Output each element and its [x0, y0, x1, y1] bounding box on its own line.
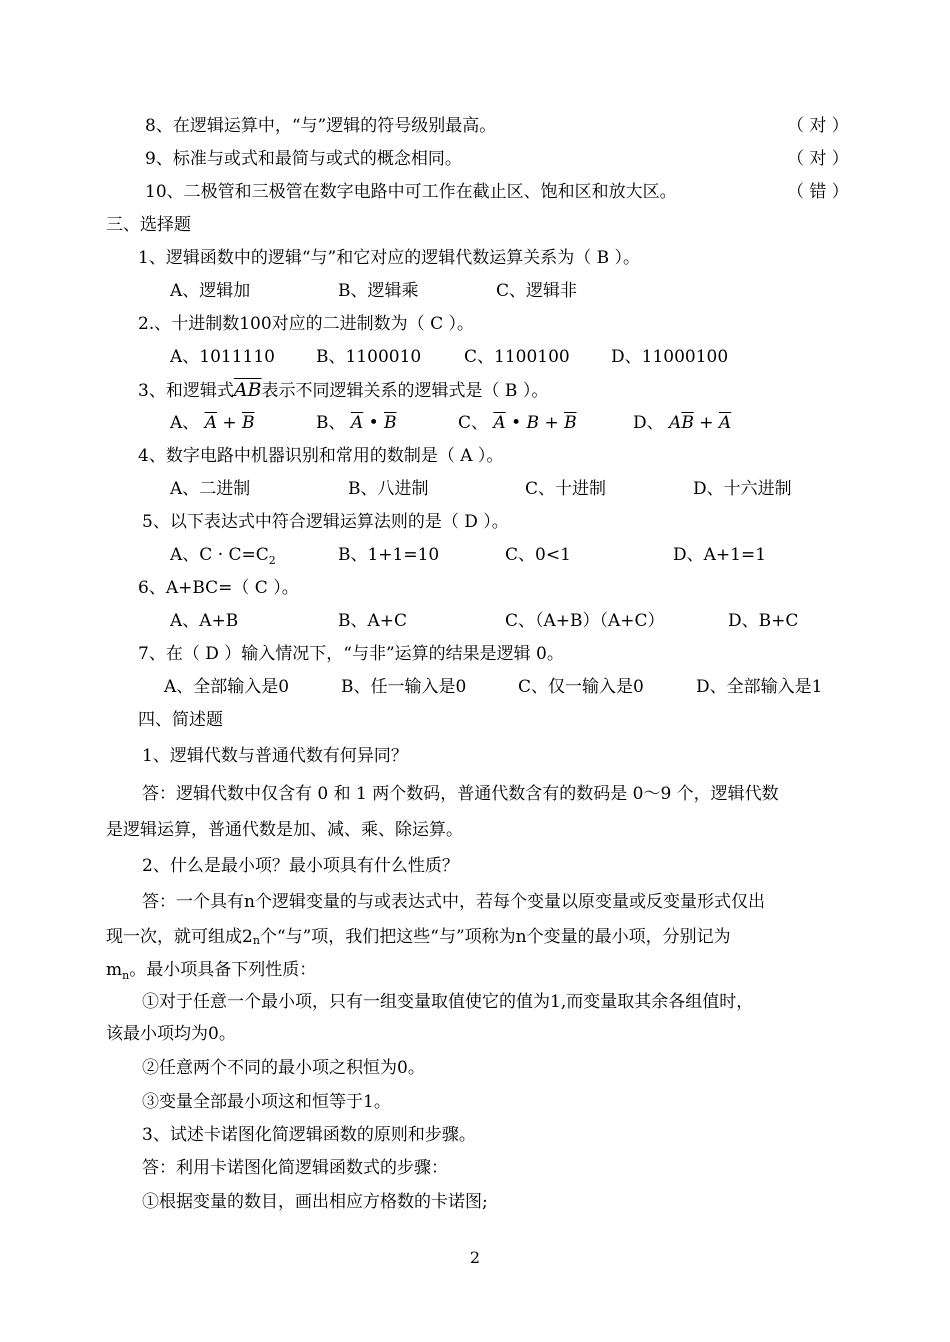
q3-option-c	[458, 413, 577, 433]
q1-option-a: A、逻辑加	[170, 281, 251, 301]
short-answer-1-line-2: 是逻辑运算，普通代数是加、减、乘、除运算。	[106, 820, 463, 840]
section-heading-short-answer: 四、简述题	[138, 710, 223, 730]
q5-option-b: B、1+1=10	[338, 545, 440, 565]
q5-option-d: D、A+1=1	[673, 545, 767, 565]
q3-prefix: 3、和逻辑式	[138, 381, 234, 401]
q3-c-var-a: $\overline{A}$	[493, 413, 506, 433]
page-number: 2	[469, 1248, 481, 1267]
tf-item-10: 10、二极管和三极管在数字电路中可工作在截止区、饱和区和放大区。	[145, 182, 677, 202]
q2-option-a: A、1011110	[170, 347, 275, 367]
q3-a-var-a: $\overline{A}$	[204, 413, 217, 433]
q7-option-d: D、全部输入是1	[696, 677, 823, 697]
tf-answer-8: （ 对 ）	[787, 116, 849, 136]
q5-option-a-text: A、C · C=C	[170, 545, 269, 565]
short-answer-3-line-1: 答：利用卡诺图化简逻辑函数式的步骤：	[142, 1158, 448, 1178]
q1-option-b: B、逻辑乘	[338, 281, 419, 301]
short-answer-2-line-2	[106, 927, 731, 951]
question-2: 2.、十进制数100对应的二进制数为（ C ）。	[138, 314, 474, 334]
question-7: 7、在（ D ）输入情况下，“与非”运算的结果是逻辑 0。	[138, 644, 564, 664]
q7-option-c: C、仅一输入是0	[518, 677, 644, 697]
q3-c-dot: •	[511, 413, 522, 433]
q6-option-b: B、A+C	[338, 611, 408, 631]
q3-option-a	[170, 413, 255, 433]
q2-option-d: D、11000100	[611, 347, 729, 367]
q3-option-b	[316, 413, 397, 433]
tf-answer-9: （ 对 ）	[787, 149, 849, 169]
q3-a-plus: +	[222, 413, 237, 433]
short-answer-2-line-1: 答：一个具有n个逻辑变量的与或表达式中，若每个变量以原变量或反变量形式仅出	[142, 892, 765, 912]
q6-option-c: C、（A+B）（A+C）	[505, 611, 665, 631]
q3-c-var-b-bar: $\overline{B}$	[564, 413, 577, 433]
section-heading-choice: 三、选择题	[106, 215, 191, 235]
s2-line3-sub: n	[122, 969, 130, 982]
q4-option-c: C、十进制	[525, 479, 607, 499]
q5-option-a	[170, 545, 276, 571]
q1-option-c: C、逻辑非	[496, 281, 578, 301]
short-answer-3-line-2: ①根据变量的数目，画出相应方格数的卡诺图;	[142, 1192, 488, 1212]
s2-line2-n: n	[252, 934, 260, 947]
tf-answer-10: （ 错 ）	[787, 182, 849, 202]
q3-d-plus: +	[699, 413, 714, 433]
q3-d-var-a-bar: $\overline{A}$	[718, 413, 732, 433]
q3-c-plus: +	[544, 413, 559, 433]
q4-option-a: A、二进制	[170, 479, 251, 499]
s2-line3-m: m	[106, 960, 123, 980]
question-3	[138, 380, 548, 401]
question-1: 1、逻辑函数中的逻辑“与”和它对应的逻辑代数运算关系为（ B ）。	[138, 248, 640, 268]
property-2: ②任意两个不同的最小项之积恒为0。	[142, 1058, 425, 1078]
property-1-line-1: ①对于任意一个最小项，只有一组变量取值使它的值为1,而变量取其余各组值时，	[142, 992, 754, 1012]
q3-option-b-label: B、	[316, 413, 346, 433]
property-1-line-2: 该最小项均为0。	[106, 1024, 236, 1044]
property-3: ③变量全部最小项这和恒等于1。	[142, 1092, 391, 1112]
q3-b-var-b: $\overline{B}$	[384, 413, 397, 433]
short-question-2: 2、什么是最小项？最小项具有什么性质？	[142, 856, 459, 876]
q3-c-var-b: B	[526, 413, 540, 433]
q3-suffix: 表示不同逻辑关系的逻辑式是（ B ）。	[261, 381, 549, 401]
short-answer-1-line-1: 答：逻辑代数中仅含有 0 和 1 两个数码，普通代数含有的数码是 0～9 个，逻辑代数	[142, 784, 779, 804]
tf-item-8: 8、在逻辑运算中，“与”逻辑的符号级别最高。	[145, 116, 497, 136]
q3-option-a-label: A、	[170, 413, 200, 433]
q7-option-b: B、任一输入是0	[341, 677, 467, 697]
q6-option-a: A、A+B	[170, 611, 239, 631]
s2-line2-post: 个“与”项，我们把这些“与”项称为n个变量的最小项，分别记为	[259, 927, 731, 947]
q5-option-c: C、0<1	[505, 545, 571, 565]
q3-expression: $\overline{AB}$	[233, 379, 262, 401]
short-answer-2-line-3	[106, 960, 316, 986]
question-6: 6、A+BC=（ C ）。	[138, 578, 299, 598]
short-question-3: 3、试述卡诺图化简逻辑函数的原则和步骤。	[142, 1125, 476, 1145]
q6-option-d: D、B+C	[728, 611, 799, 631]
q3-option-c-label: C、	[458, 413, 489, 433]
short-question-1: 1、逻辑代数与普通代数有何异同？	[142, 746, 408, 766]
q5-option-a-subscript: 2	[268, 554, 276, 567]
s2-line2-pre: 现一次，就可组成2	[106, 927, 253, 947]
q3-option-d-label: D、	[633, 413, 664, 433]
s2-line3-post: 。最小项具备下列性质：	[129, 960, 317, 980]
q2-option-b: B、1100010	[316, 347, 422, 367]
q3-b-var-a: $\overline{A}$	[350, 413, 364, 433]
q3-d-var-b-bar: $\overline{B}$	[681, 413, 694, 433]
question-4: 4、数字电路中机器识别和常用的数制是（ A ）。	[138, 446, 504, 466]
q4-option-d: D、十六进制	[693, 479, 792, 499]
q3-option-d	[633, 413, 731, 433]
q4-option-b: B、八进制	[348, 479, 429, 499]
q7-option-a: A、全部输入是0	[164, 677, 290, 697]
q3-b-dot: •	[368, 413, 379, 433]
q3-d-var-a: A	[669, 413, 682, 433]
q3-a-var-b: $\overline{B}$	[242, 413, 255, 433]
question-5: 5、以下表达式中符合逻辑运算法则的是（ D ）。	[142, 512, 509, 532]
q2-option-c: C、1100100	[464, 347, 570, 367]
tf-item-9: 9、标准与或式和最简与或式的概念相同。	[145, 149, 462, 169]
